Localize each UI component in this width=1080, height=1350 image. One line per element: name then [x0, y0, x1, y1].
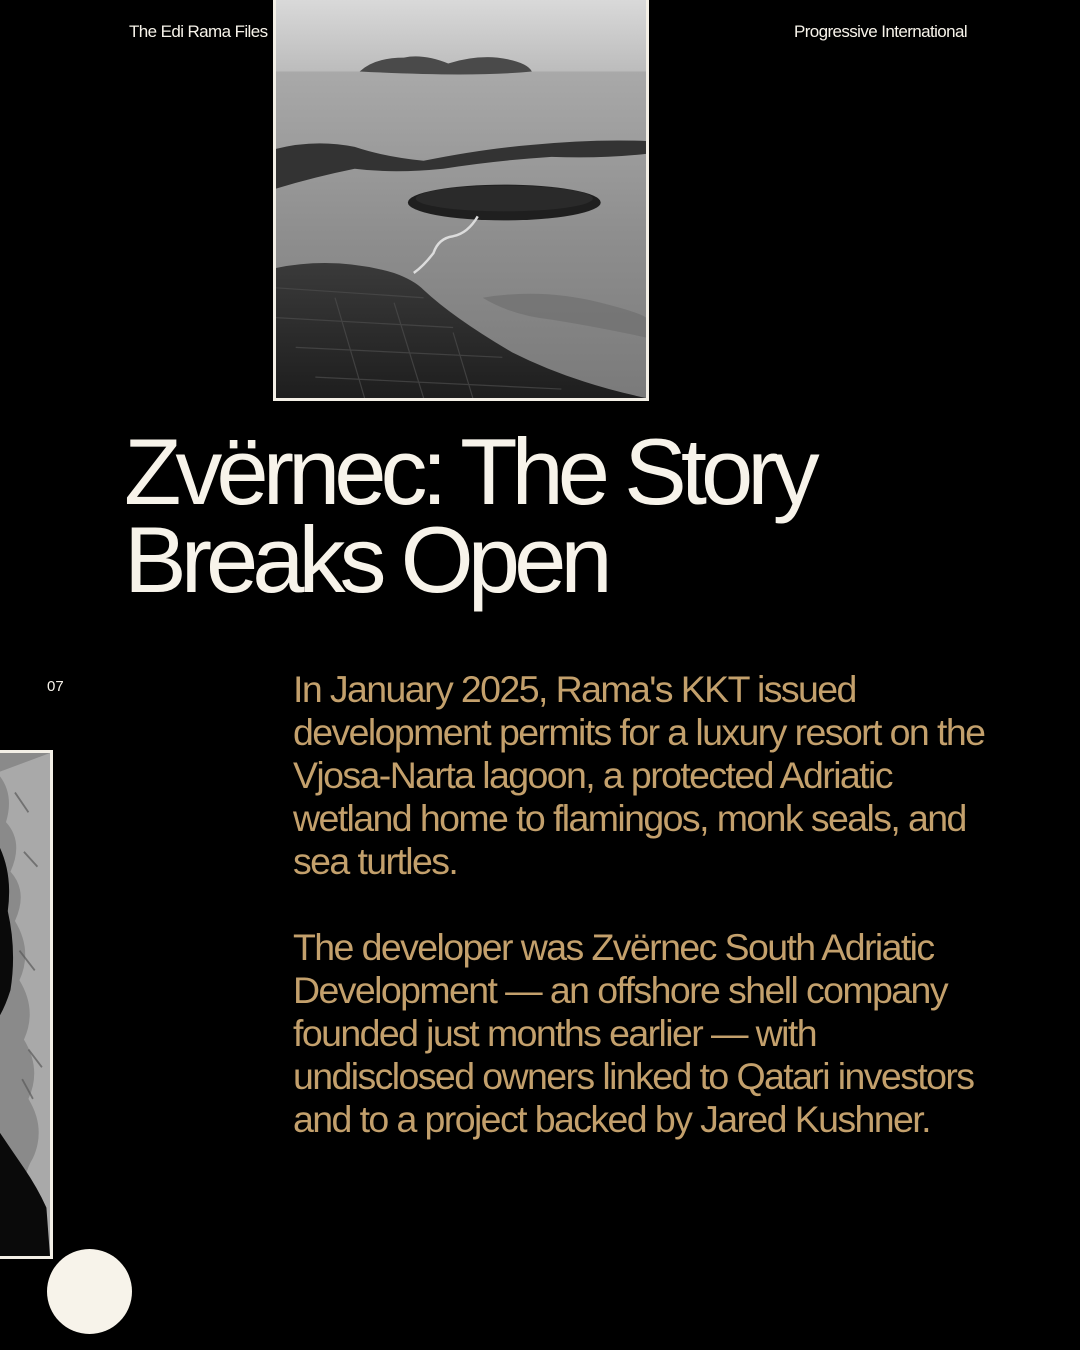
headline-line-1: Zvërnec: The Story [124, 419, 814, 524]
page-number: 07 [47, 678, 64, 695]
body-paragraph-2: The developer was Zvërnec South Adriatic Development — an offshore shell company founded just months earlier — with undisclosed owners linked to Qatari investors and to a project backed by Jared Kushner. [293, 926, 974, 1140]
decorative-circle [47, 1249, 132, 1334]
cropped-portrait-image [0, 753, 50, 1256]
lagoon-aerial-image [276, 0, 646, 398]
headline-line-2: Breaks Open [124, 507, 607, 612]
side-photo [0, 750, 53, 1259]
hero-photo [273, 0, 649, 401]
body-paragraph-1: In January 2025, Rama's KKT issued development permits for a luxury resort on the Vjosa-Narta lagoon, a protected Adriatic wetland home to flamingos, monk seals, and sea turtles. [293, 668, 985, 882]
series-title: The Edi Rama Files [129, 22, 268, 41]
headline [124, 419, 1024, 612]
body-text [293, 668, 993, 1184]
organization-name: Progressive International [793, 22, 967, 41]
